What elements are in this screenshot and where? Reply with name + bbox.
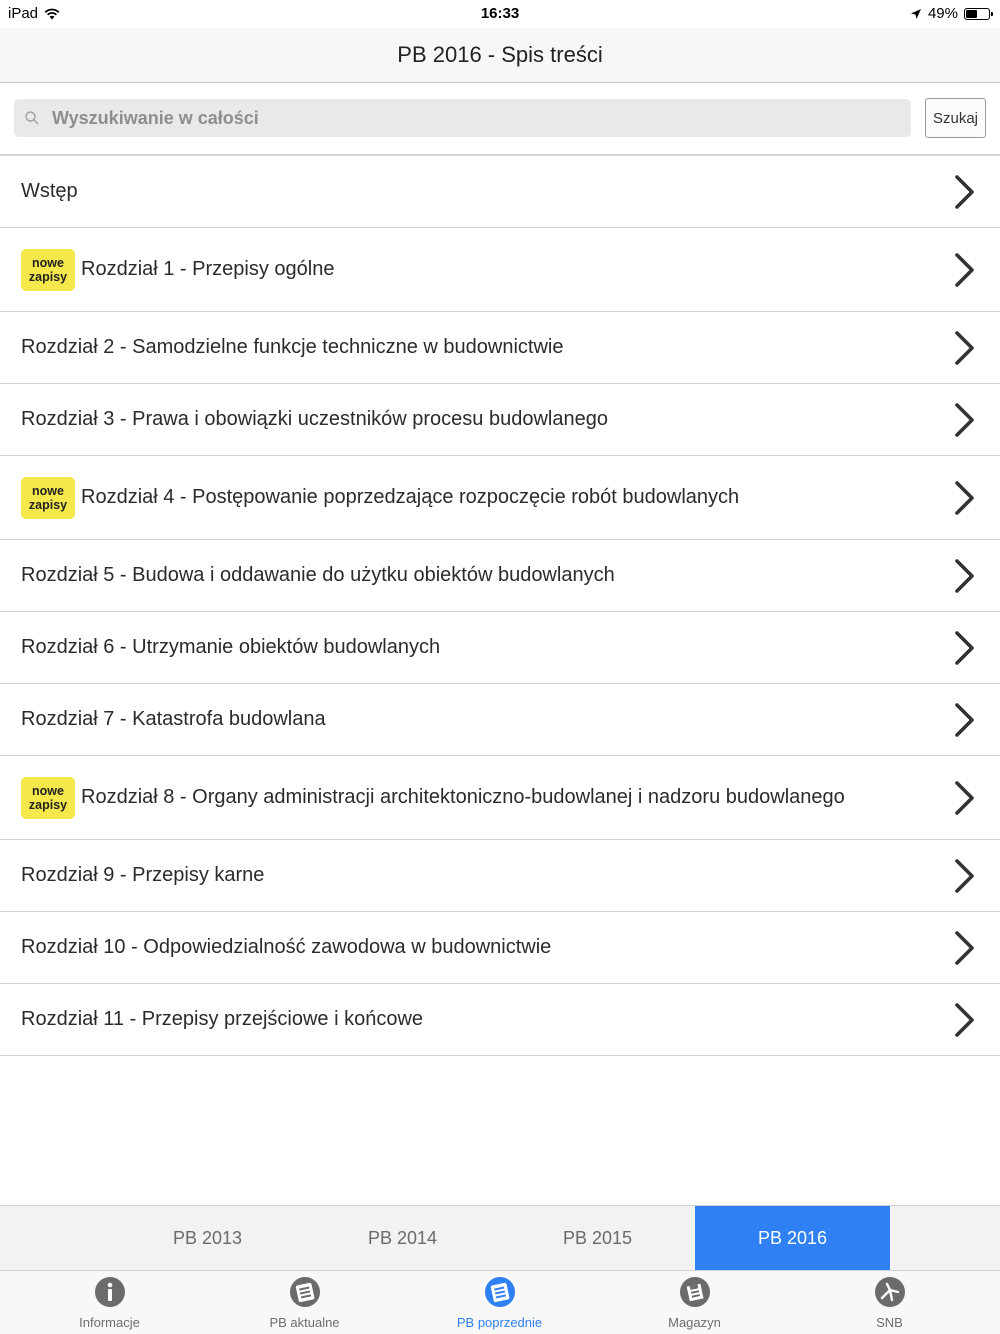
search-input[interactable] bbox=[50, 107, 894, 130]
chapter-label: Rozdział 3 - Prawa i obowiązki uczestników procesu budowlanego bbox=[21, 408, 608, 430]
chapter-row[interactable] bbox=[0, 228, 1000, 312]
status-time: 16:33 bbox=[480, 5, 520, 22]
search-button[interactable]: Szukaj bbox=[925, 98, 986, 138]
chevron-right-icon bbox=[954, 702, 976, 738]
chapter-label: Rozdział 6 - Utrzymanie obiektów budowlanych bbox=[21, 636, 441, 658]
chapter-label: Rozdział 5 - Budowa i oddawanie do użytku obiektów budowlanych bbox=[21, 564, 615, 586]
tab-informacje[interactable] bbox=[12, 1271, 207, 1334]
chevron-right-icon bbox=[954, 780, 976, 816]
chevron-right-icon bbox=[954, 402, 976, 438]
year-tab[interactable]: PB 2015 bbox=[562, 1227, 633, 1248]
chevron-right-icon bbox=[954, 480, 976, 516]
document-icon bbox=[484, 1276, 516, 1308]
chapter-label: Rozdział 2 - Samodzielne funkcje techniczne w budownictwie bbox=[21, 336, 564, 358]
badge-line1: nowe bbox=[32, 483, 64, 498]
year-tab[interactable]: PB 2014 bbox=[367, 1227, 438, 1248]
year-tab[interactable]: PB 2016 bbox=[695, 1206, 890, 1270]
chevron-right-icon bbox=[954, 858, 976, 894]
search-bar bbox=[0, 83, 1000, 156]
tab-bar bbox=[0, 1270, 1000, 1334]
tab-magazyn[interactable] bbox=[597, 1271, 792, 1334]
chapter-row[interactable] bbox=[0, 540, 1000, 612]
tab-label: Informacje bbox=[79, 1315, 140, 1330]
new-entries-badge bbox=[21, 477, 75, 519]
chevron-right-icon bbox=[954, 558, 976, 594]
chapter-row[interactable] bbox=[0, 156, 1000, 228]
chapter-row[interactable] bbox=[0, 456, 1000, 540]
chapter-row[interactable] bbox=[0, 384, 1000, 456]
tab-label: PB poprzednie bbox=[456, 1315, 543, 1330]
chapter-row[interactable] bbox=[0, 684, 1000, 756]
chevron-right-icon bbox=[954, 930, 976, 966]
device-name: iPad bbox=[8, 5, 39, 22]
page-title: PB 2016 - Spis treści bbox=[397, 42, 603, 67]
chevron-right-icon bbox=[954, 630, 976, 666]
tab-label: SNB bbox=[876, 1315, 903, 1330]
navigation-bar bbox=[0, 28, 1000, 83]
search-field[interactable] bbox=[14, 99, 911, 137]
battery-icon bbox=[964, 8, 990, 20]
chevron-right-icon bbox=[954, 174, 976, 210]
badge-line2: zapisy bbox=[28, 497, 68, 512]
chapter-row[interactable] bbox=[0, 612, 1000, 684]
chapter-label: Rozdział 7 - Katastrofa budowlana bbox=[21, 708, 326, 730]
status-right bbox=[910, 5, 990, 22]
year-tabs bbox=[0, 1205, 1000, 1270]
info-icon bbox=[94, 1276, 126, 1308]
badge-line1: nowe bbox=[32, 255, 64, 270]
new-entries-badge bbox=[21, 249, 75, 291]
tab-label: Magazyn bbox=[668, 1315, 721, 1330]
chevron-right-icon bbox=[954, 252, 976, 288]
chapter-label: Rozdział 8 - Organy administracji architektoniczno-budowlanej i nadzoru budowlanego bbox=[81, 786, 845, 808]
chapter-label: Wstęp bbox=[21, 180, 78, 202]
snb-logo-icon bbox=[874, 1276, 906, 1308]
badge-line2: zapisy bbox=[28, 797, 68, 812]
chapter-row[interactable] bbox=[0, 912, 1000, 984]
tab-label: PB aktualne bbox=[269, 1315, 340, 1330]
chapter-label: Rozdział 9 - Przepisy karne bbox=[21, 864, 265, 886]
new-entries-badge bbox=[21, 777, 75, 819]
chapter-label: Rozdział 1 - Przepisy ogólne bbox=[81, 258, 335, 280]
location-arrow-icon bbox=[910, 8, 922, 20]
chapter-row[interactable] bbox=[0, 984, 1000, 1056]
chapter-label: Rozdział 10 - Odpowiedzialność zawodowa w budownictwie bbox=[21, 936, 552, 958]
chapter-label: Rozdział 11 - Przepisy przejściowe i końcowe bbox=[21, 1008, 424, 1030]
chevron-right-icon bbox=[954, 1002, 976, 1038]
document-icon bbox=[289, 1276, 321, 1308]
chevron-right-icon bbox=[954, 330, 976, 366]
battery-percent: 49% bbox=[927, 5, 958, 22]
tab-pb-aktualne[interactable] bbox=[207, 1271, 402, 1334]
tab-pb-poprzednie[interactable] bbox=[402, 1271, 597, 1334]
chapter-list bbox=[0, 156, 1000, 1056]
search-icon bbox=[24, 110, 40, 126]
badge-line2: zapisy bbox=[28, 269, 68, 284]
status-bar bbox=[0, 0, 1000, 28]
tab-snb[interactable] bbox=[792, 1271, 987, 1334]
badge-line1: nowe bbox=[32, 783, 64, 798]
chapter-row[interactable] bbox=[0, 840, 1000, 912]
chapter-row[interactable] bbox=[0, 312, 1000, 384]
year-tab[interactable]: PB 2013 bbox=[172, 1227, 243, 1248]
chapter-label: Rozdział 4 - Postępowanie poprzedzające rozpoczęcie robót budowlanych bbox=[81, 486, 740, 508]
magazine-icon bbox=[679, 1276, 711, 1308]
chapter-row[interactable] bbox=[0, 756, 1000, 840]
